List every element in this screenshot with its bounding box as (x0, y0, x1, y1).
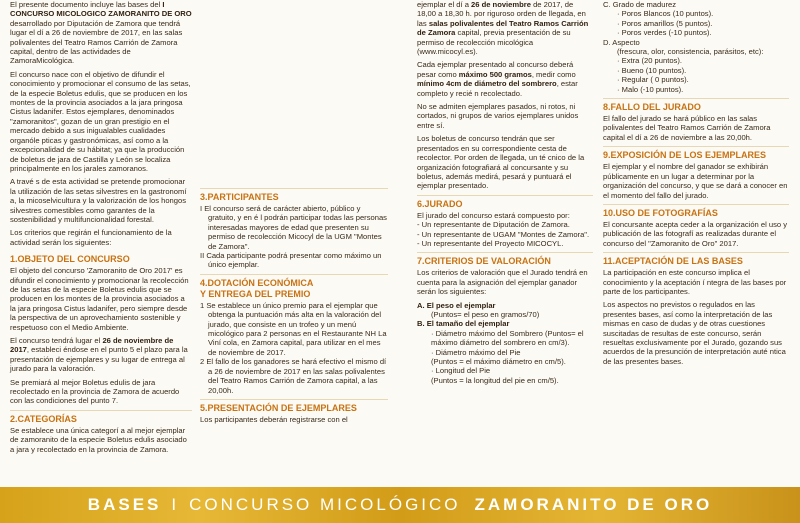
dotacion-item-2: 2 El fallo de los ganadores se hará efectivo el mismo dí a 26 de noviembre de 2017 en las salas polivalentes del Teatro Ramos Carrión de Zamora capital, a las 20,00h. (200, 357, 387, 395)
section-title-jurado: 6.JURADO (417, 195, 593, 210)
criterio-b-detail-4: · Longitud del Pie (431, 366, 491, 376)
aceptacion-paragraph-2: Los aspectos no previstos o regulados en las presentes bases, así como la interpretación de las mismas en caso de dudas y de otras cuestiones suscitadas de resultas de este concurso, serán resueltas exclusivamente por el Jurado, gozando sus acuerdos de la presunción de interpretación auté ntica de las presentes bases. (603, 300, 786, 366)
jurado-intro: El jurado del concurso estará compuesto por: (417, 210, 570, 220)
section-title-fallo: 8.FALLO DEL JURADO (603, 98, 789, 113)
presentacion-paragraph-4: Los boletus de concurso tendrán que ser presentados en su correspondiente cesta de recolector. Por orden de llegada, un té cnico de la organización fotografiará al concursante y su boletus, además medirá, pesará y puntuará el ejemplar presentado. (417, 134, 585, 191)
section-title-fotografias: 10.USO DE FOTOGRAFÍAS (603, 204, 789, 219)
objeto-paragraph-2: El concurso tendrá lugar el 26 de noviembre de 2017, estableci éndose en el punto 5 el plazo para la presentación de ejemplares y su lugar de entrega al jurado para la valoración. (10, 336, 188, 374)
presentacion-paragraph-3: No se admiten ejemplares pasados, ni rotos, ni cortados, ni grupos de varios ejemplares unidos entre sí. (417, 102, 579, 130)
participantes-item-2: II Cada participante podrá presentar como máximo un único ejemplar. (200, 251, 382, 270)
banner-bases: BASES (87, 495, 162, 514)
categorias-paragraph: Se establece una única categorí a al mejor ejemplar de zamoranito de la especie Boletus edulis asociado a jara y recolectado en la provincia de Zamora. (10, 425, 187, 454)
footer-banner (0, 487, 800, 523)
dotacion-item-1: 1 Se establece un único premio para el ejemplar que obtenga la puntuación más alta en la valoración del jurado, que consiste en un trofeo y un menú micológico para 2 personas en el Restaurante NH La Viní cola, en Zamora capital, para utilizar en el mes de noviembre de 2017. (200, 300, 387, 357)
criterios-intro: Los criterios de valoración que el Jurado tendrá en cuenta para la asignación del ejemplar ganador serán los siguientes: (417, 268, 588, 297)
criterio-d-item-4: · Malo (-10 puntos). (617, 84, 684, 94)
criterio-d-item-1: · Extra (20 puntos). (617, 56, 682, 66)
criterio-d-item-3: · Regular ( 0 puntos). (617, 75, 689, 85)
criterio-b-title: B. El tamaño del ejemplar (417, 319, 510, 329)
criterio-b-detail-2: · Diámetro máximo del Pie (431, 347, 521, 357)
banner-concurso: CONCURSO MICOLÓGICO (189, 495, 461, 514)
column-2 (200, 184, 388, 428)
criterio-c-item-2: · Poros amarillos (5 puntos). (617, 18, 713, 28)
jurado-item-3: - Un representante del Proyecto MICOCYL. (417, 238, 564, 248)
exposicion-paragraph: El ejemplar y el nombre del ganador se exhibirán públicamente en un lugar a determinar por la organización del concurso, y que se dará a conocer en el momento del fallo del jurado. (603, 162, 788, 200)
criterio-c-item-1: · Poros Blancos (10 puntos). (617, 9, 714, 19)
column-1 (10, 0, 192, 458)
fotografias-paragraph: El concursante acepta ceder a la organización el uso y publicación de las fotografí as realizadas durante el concurso del "Zamoranito de Oro" 2017. (603, 219, 788, 248)
section-title-dotacion-line2: Y ENTREGA DEL PREMIO (200, 288, 311, 299)
criterio-d-item-2: · Bueno (10 puntos). (617, 65, 687, 75)
column-3 (417, 0, 593, 385)
jurado-item-1: - Un representante de Diputación de Zamora. (417, 220, 570, 230)
section-title-categorias: 2.CATEGORÍAS (10, 410, 192, 425)
criterio-c-title: C. Grado de madurez (603, 0, 677, 9)
presentacion-paragraph-2: Cada ejemplar presentado al concurso deberá pesar como máximo 500 gramos, medir como mínimo 4cm de diámetro del sombrero, estar completo y recié n recolectado. (417, 60, 578, 98)
section-title-aceptacion: 11.ACEPTACIÓN DE LAS BASES (603, 252, 789, 267)
section-title-criterios: 7.CRITERIOS DE VALORACIÓN (417, 252, 593, 267)
intro-paragraph-1: El presente documento incluye las bases del I CONCURSO MICOLOGICO ZAMORANITO DE ORO desarrollado por Diputación de Zamora que tendrá lugar el dí a 26 de noviembre de 2017, en las salas polivalentes del Teatro Ramos Carrión de Zamora capital, dentro de las actividades de ZamoraMicológica. (10, 0, 192, 66)
criterio-b-detail-5: (Puntos = la longitud del pie en cm/5). (431, 375, 559, 385)
jurado-item-2: - Un representante de UGAM "Montes de Zamora". (417, 229, 590, 239)
section-title-exposicion: 9.EXPOSICIÓN DE LOS EJEMPLARES (603, 146, 789, 161)
column-4 (603, 0, 789, 370)
criterio-c-item-3: · Poros verdes (-10 puntos). (617, 28, 712, 38)
intro-paragraph-2: El concurso nace con el objetivo de difundir el conocimiento y promocionar el consumo de las setas, de la especie Boletus edulis, que se producen en los montes de la provincia asociados a la jara pringosa Cistus ladanifer. Estos ejemplares, denominados "zamoranitos", gozan de un gran prestigio en el mercado debido a sus inigualables cualidades organóle pticas y gastronómicas, así como a la excepcionalidad de su hábitat; ya que la producción de boletus de jara de Castilla y León se localiza principalmente en los jarales zamoranos. (10, 69, 191, 173)
intro-paragraph-3: A travé s de esta actividad se pretende promocionar la utilización de las setas silvestres en la gastronomí a, la micoselvicultura y la valorización de los hongos silvestres comestibles como garantes de la sostenibilidad y multifuncionalidad forestal. (10, 177, 187, 224)
presentacion-paragraph-start: Los participantes deberán registrarse con el (200, 414, 348, 424)
criterio-d-item-0: (frescura, olor, consistencia, parásitos, etc): (617, 47, 764, 57)
aceptacion-paragraph-1: La participación en este concurso implica el conocimiento y la aceptación í ntegra de las bases por parte de los participantes. (603, 268, 787, 296)
presentacion-paragraph-1: ejemplar el dí a 26 de noviembre de 2017, de 18,00 a 18,30 h. por riguroso orden de llegada, en las salas polivalentes del Teatro Ramos Carrión de Zamora capital, previa presentación de su permiso de recolección micológica (www.micocyl.es). (417, 0, 589, 57)
fallo-paragraph: El fallo del jurado se hará público en las salas polivalentes del Teatro Ramos Carrión de Zamora capital el dí a 26 de noviembre a las 20,00h. (603, 114, 771, 142)
intro-paragraph-4: Los criterios que regirán el funcionamiento de la actividad serán los siguientes: (10, 228, 172, 247)
criterio-a-detail: (Puntos= el peso en gramos/70) (431, 309, 540, 319)
criterio-b-detail-3: (Puntos = el máximo diámetro en cm/5). (431, 357, 566, 366)
section-title-participantes: 3.PARTICIPANTES (200, 188, 388, 203)
criterio-a-title: A. El peso el ejemplar (417, 300, 496, 310)
criterio-b-detail-1: · Diámetro máximo del Sombrero (Puntos= el máximo diámetro del sombrero en cm/3). (431, 328, 584, 348)
section-title-presentacion: 5.PRESENTACIÓN DE EJEMPLARES (200, 399, 388, 414)
objeto-paragraph-3: Se premiará al mejor Boletus edulis de jara recolectado en la provincia de Zamora de acuerdo con las condiciones del punto 7. (10, 377, 180, 406)
section-title-dotacion: 4.DOTACIÓN ECONÓMICA (200, 274, 388, 289)
participantes-item-1: I El concurso será de carácter abierto, público y gratuito, y en é l podrán participar todas las personas interesadas mayores de edad que presenten su permiso de recolección Micocyl de la UGM "Montes de Zamora". (200, 204, 387, 251)
objeto-paragraph-1: El objeto del concurso 'Zamoranito de Oro 2017' es difundir el conocimiento y promocionar la recolección de las setas de la especie Boletus edulis que se producen en los montes de la provincia asociados a la jara pringosa Cistus ladanifer, pero siempre desde la perspectiva de un aprovechamiento sostenible y respetuoso con el Medio Ambiente. (10, 266, 189, 332)
criterio-d-title: D. Aspecto (603, 37, 640, 47)
section-title-objeto: 1.OBJETO DEL CONCURSO (10, 254, 130, 265)
banner-separator: I (171, 495, 180, 514)
banner-zamoranito: ZAMORANITO DE ORO (474, 495, 713, 514)
